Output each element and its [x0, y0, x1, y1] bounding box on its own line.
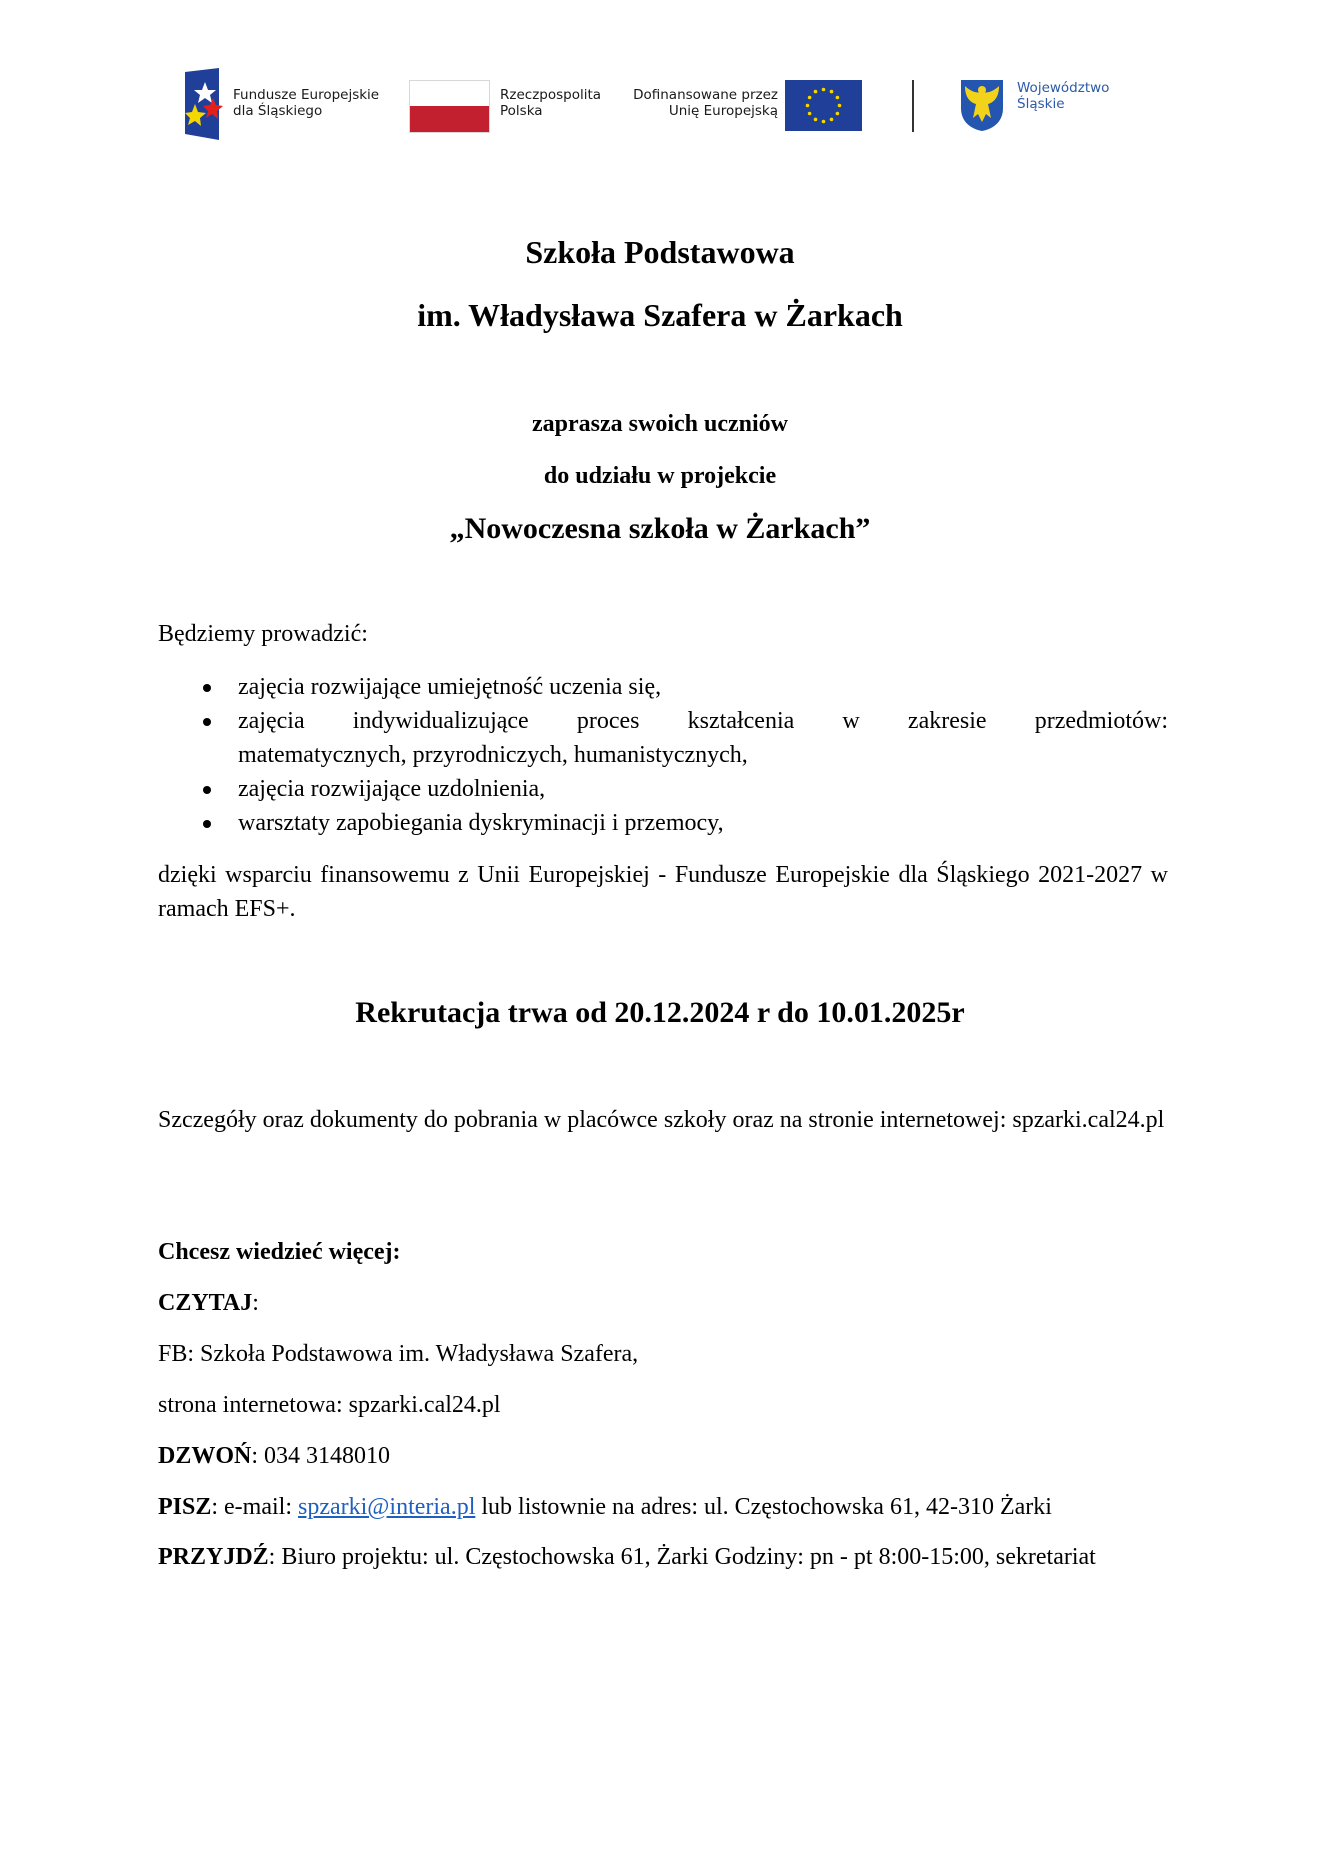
email-link[interactable]: spzarki@interia.pl [298, 1494, 476, 1520]
read-colon: : [252, 1290, 259, 1316]
activity-text: zajęcia rozwijające uzdolnienia, [238, 776, 546, 802]
contact-call [158, 1441, 390, 1471]
rp-logo-line1: Rzeczpospolita [500, 87, 602, 103]
contact-write [158, 1492, 1052, 1522]
fundusze-europejskie-logo-icon [185, 68, 225, 140]
activity-item [158, 670, 1168, 704]
invite-line-1: zaprasza swoich uczniów [532, 411, 788, 437]
visit-label: PRZYJDŹ [158, 1544, 269, 1570]
details-note: Szczegóły oraz dokumenty do pobrania w placówce szkoły oraz na stronie internetowej: spzarki.cal24.pl [158, 1107, 1165, 1133]
activity-text: zajęcia rozwijające umiejętność uczenia się, [238, 674, 662, 700]
contact-website[interactable]: strona internetowa: spzarki.cal24.pl [158, 1392, 501, 1418]
bullet-icon [203, 684, 211, 692]
activities-list [158, 670, 1168, 840]
activity-text-continued: matematycznych, przyrodniczych, humanistycznych, [238, 742, 748, 768]
fe-logo-line2: dla Śląskiego [233, 103, 323, 119]
call-label: DZWOŃ [158, 1443, 252, 1469]
school-patron: im. Władysława Szafera w Żarkach [417, 297, 903, 333]
contact-read [158, 1288, 259, 1318]
ws-logo-line1: Województwo [1017, 80, 1110, 96]
activity-text: zajęcia indywidualizujące proces kształcenia w zakresie przedmiotów: [238, 708, 1168, 734]
rp-logo-text [500, 87, 601, 119]
activities-intro: Będziemy prowadzić: [158, 621, 368, 647]
logo-bar [0, 0, 1320, 150]
eu-flag-icon [785, 80, 862, 131]
polish-flag-icon [409, 80, 490, 133]
invite-line-2: do udziału w projekcie [543, 463, 777, 489]
activity-item [158, 806, 1168, 840]
activity-item [158, 772, 1168, 806]
activity-text: warsztaty zapobiegania dyskryminacji i przemocy, [238, 810, 724, 836]
school-name: Szkoła Podstawowa [525, 234, 795, 270]
fe-logo-line1: Fundusze Europejskie [233, 87, 380, 103]
write-suffix: lub listownie na adres: ul. Częstochowska 61, 42-310 Żarki [475, 1494, 1052, 1520]
fe-logo-text [233, 87, 379, 119]
write-label: PISZ [158, 1494, 212, 1520]
recruitment-dates: Rekrutacja trwa od 20.12.2024 r do 10.01.2025r [355, 996, 965, 1029]
write-prefix: : e-mail: [211, 1494, 298, 1520]
ws-logo-text [1017, 80, 1109, 112]
visit-value: : Biuro projektu: ul. Częstochowska 61, Żarki Godziny: pn - pt 8:00-15:00, sekretariat [268, 1544, 1096, 1570]
contact-fb[interactable]: FB: Szkoła Podstawowa im. Władysława Szafera, [158, 1341, 639, 1367]
bullet-icon [203, 786, 211, 794]
logo-divider [912, 80, 914, 132]
project-name: „Nowoczesna szkoła w Żarkach” [449, 512, 871, 545]
bullet-icon [203, 820, 211, 828]
eu-logo-line2: Unię Europejską [668, 103, 778, 119]
eu-logo-line1: Dofinansowane przez [633, 87, 778, 103]
ws-logo-line2: Śląskie [1017, 96, 1065, 112]
funding-note: dzięki wsparciu finansowemu z Unii Europejskiej - Fundusze Europejskie dla Śląskiego 2021-2027 w ramach EFS+. [158, 862, 1168, 922]
bullet-icon [203, 718, 211, 726]
contact-visit [158, 1540, 1168, 1574]
call-value: : 034 3148010 [251, 1443, 391, 1469]
activity-item [158, 704, 1168, 772]
eu-logo-text [620, 87, 778, 119]
rp-logo-line2: Polska [500, 103, 543, 119]
contact-heading: Chcesz wiedzieć więcej: [158, 1239, 401, 1265]
read-label: CZYTAJ [158, 1290, 253, 1316]
silesia-coat-of-arms-icon [959, 78, 1005, 132]
